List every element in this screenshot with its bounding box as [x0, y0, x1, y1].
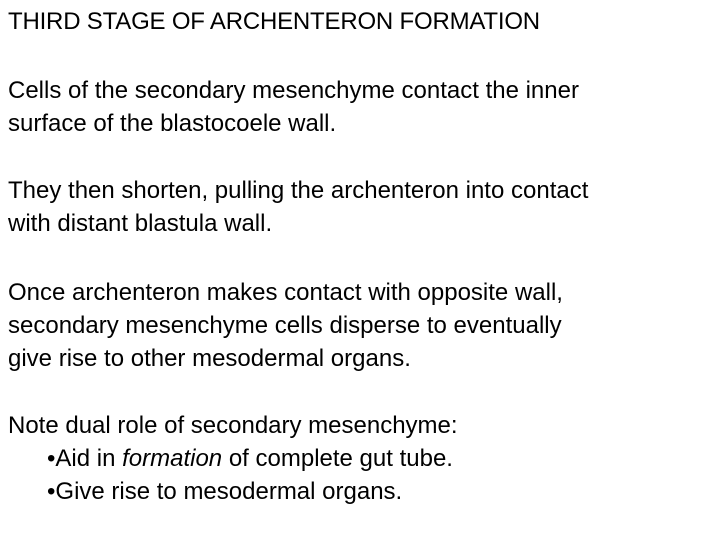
- paragraph-dual-role: [8, 409, 458, 508]
- paragraph-shorten-pulling: [8, 174, 588, 240]
- bullet-item: [8, 475, 458, 508]
- paragraph-line: surface of the blastocoele wall.: [8, 110, 337, 137]
- bullet-emphasis: formation: [122, 445, 223, 472]
- bullet-item: [8, 442, 458, 475]
- paragraph-line: with distant blastula wall.: [8, 210, 273, 237]
- paragraph-line: Cells of the secondary mesenchyme contact the inner: [8, 77, 579, 104]
- bullet-text: of complete gut tube.: [222, 445, 453, 472]
- bullet-text: •Give rise to mesodermal organs.: [47, 478, 403, 505]
- paragraph-line: Once archenteron makes contact with opposite wall,: [8, 279, 563, 306]
- paragraph-line: give rise to other mesodermal organs.: [8, 345, 411, 372]
- paragraph-contact-opposite-wall: [8, 276, 563, 375]
- paragraph-line: They then shorten, pulling the archenteron into contact: [8, 177, 589, 204]
- bullet-text: •Aid in: [47, 445, 123, 472]
- paragraph-secondary-mesenchyme-contact: [8, 74, 579, 140]
- paragraph-line: secondary mesenchyme cells disperse to eventually: [8, 312, 562, 339]
- paragraph-line: Note dual role of secondary mesenchyme:: [8, 412, 458, 439]
- slide-title: THIRD STAGE OF ARCHENTERON FORMATION: [8, 8, 540, 35]
